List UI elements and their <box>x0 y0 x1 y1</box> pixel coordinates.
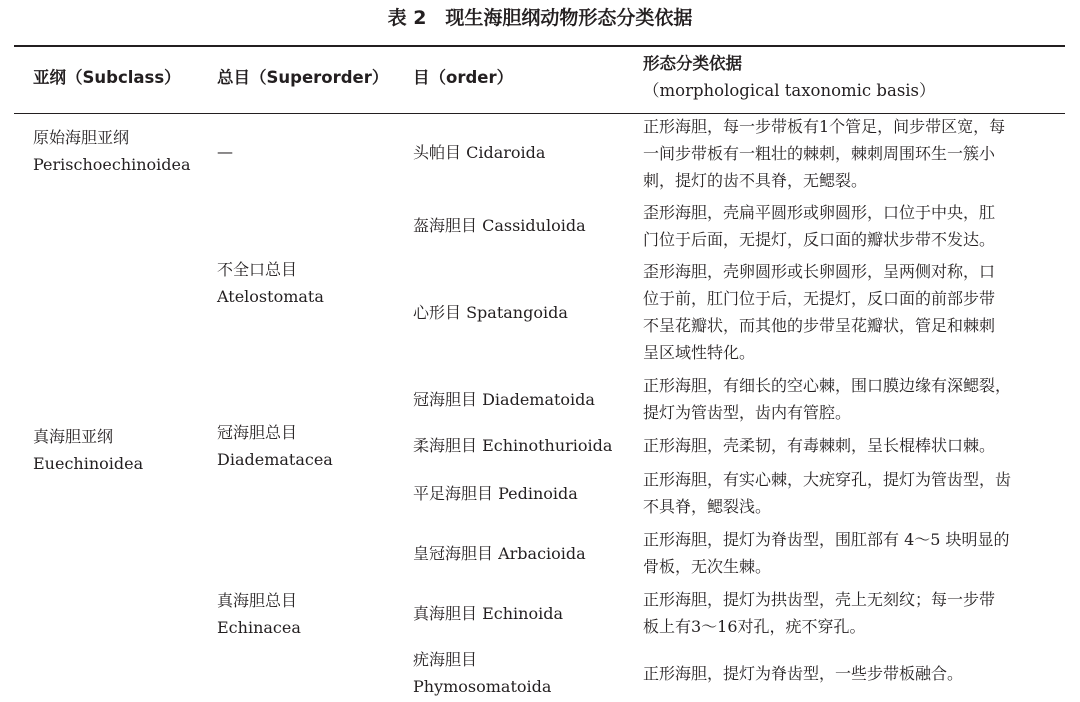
order-phymosomatoida: 疣海胆目 Phymosomatoida <box>413 650 552 696</box>
subclass-euechinoidea: 真海胆亚纲 Euechinoidea <box>33 427 144 473</box>
header-order: 目（order） <box>413 68 514 87</box>
order-cassiduloida: 盔海胆目 Cassiduloida <box>413 216 586 235</box>
basis-pedinoida: 正形海胆，有实心棘，大疣穿孔，提灯为管齿型，齿 不具脊，鳃裂浅。 <box>643 470 1012 516</box>
table-title: 表 2 现生海胆纲动物形态分类依据 <box>387 7 693 29</box>
order-cidaroida: 头帕目 Cidaroida <box>413 143 546 162</box>
header-basis: 形态分类依据 （morphological taxonomic basis） <box>643 54 936 100</box>
basis-echinothurioida: 正形海胆，壳柔韧，有毒棘刺，呈长棍棒状口棘。 <box>643 436 996 455</box>
order-spatangoida: 心形目 Spatangoida <box>413 303 568 322</box>
order-echinothurioida: 柔海胆目 Echinothurioida <box>413 436 613 455</box>
order-echinoida: 真海胆目 Echinoida <box>413 604 563 623</box>
basis-echinoida: 正形海胆，提灯为拱齿型，壳上无刻纹；每一步带 板上有3～16对孔，疣不穿孔。 <box>643 590 996 636</box>
superorder-none: — <box>217 142 233 161</box>
superorder-echinacea: 真海胆总目 Echinacea <box>217 591 301 637</box>
table-top-rule <box>14 45 1065 47</box>
basis-cassiduloida: 歪形海胆，壳扁平圆形或卵圆形，口位于中央，肛 门位于后面，无提灯，反口面的瓣状步带不发达。 <box>643 203 996 249</box>
subclass-perischoechinoidea: 原始海胆亚纲 Perischoechinoidea <box>33 128 191 174</box>
basis-phymosomatoida: 正形海胆，提灯为脊齿型，一些步带板融合。 <box>643 664 964 683</box>
superorder-diadematacea: 冠海胆总目 Diadematacea <box>217 423 333 469</box>
header-superorder: 总目（Superorder） <box>217 68 389 87</box>
header-subclass: 亚纲（Subclass） <box>33 68 181 87</box>
order-diadematoida: 冠海胆目 Diadematoida <box>413 390 595 409</box>
basis-diadematoida: 正形海胆，有细长的空心棘，围口膜边缘有深鳃裂， 提灯为管齿型，齿内有管腔。 <box>643 376 1012 422</box>
superorder-atelostomata: 不全口总目 Atelostomata <box>217 260 324 306</box>
basis-spatangoida: 歪形海胆，壳卵圆形或长卵圆形，呈两侧对称，口 位于前，肛门位于后，无提灯，反口面的前部步带 不呈花瓣状，而其他的步带呈花瓣状，管足和棘刺 呈区域性特化。 <box>643 262 996 362</box>
order-arbacioida: 皇冠海胆目 Arbacioida <box>413 544 586 563</box>
basis-arbacioida: 正形海胆，提灯为脊齿型，围肛部有 4～5 块明显的 骨板，无次生棘。 <box>643 530 1010 576</box>
order-pedinoida: 平足海胆目 Pedinoida <box>413 484 578 503</box>
basis-cidaroida: 正形海胆，每一步带板有1个管足，间步带区宽，每 一间步带板有一粗壮的棘刺，棘刺周围环生一簇小 刺，提灯的齿不具脊，无鳃裂。 <box>643 117 1006 190</box>
